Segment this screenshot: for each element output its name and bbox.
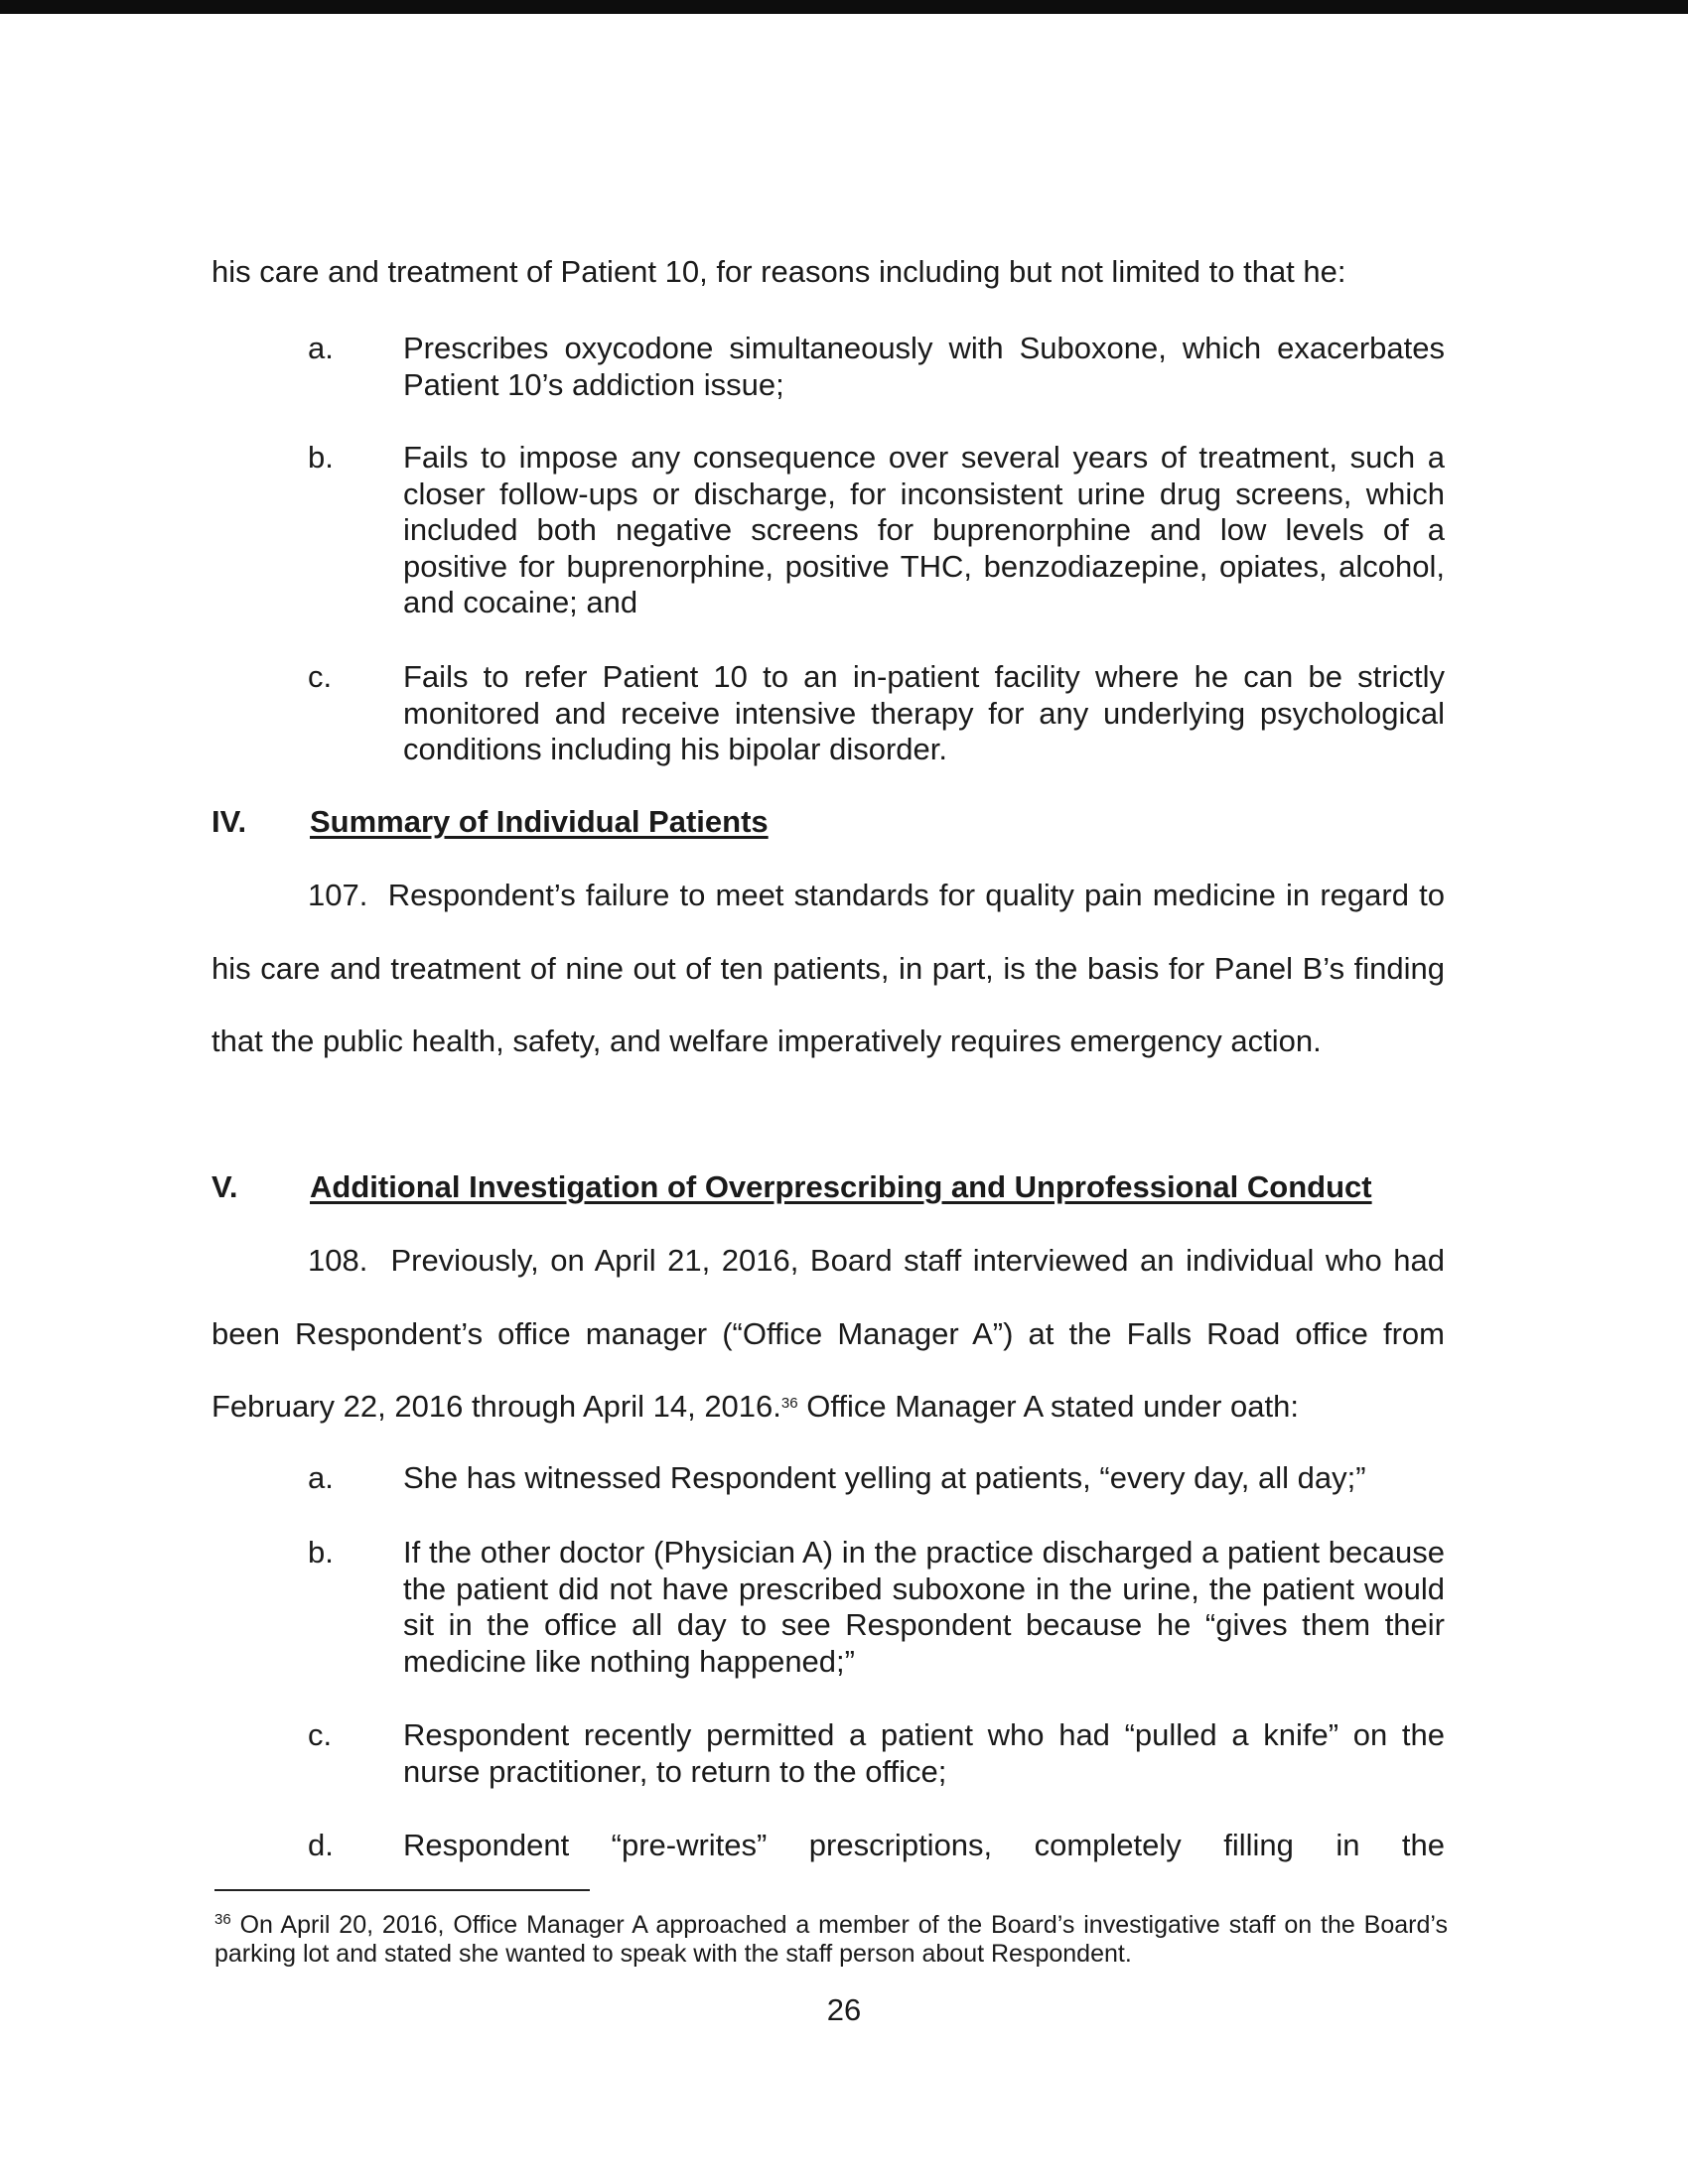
list-item-label: b. — [308, 440, 334, 475]
paragraph-text: Previously, on April 21, 2016, Board staff interviewed an individual who had been Respondent’s office manager (“Office Manager A”) at the Falls Road office from February 22, 2016 through April 14, 2016. — [211, 1243, 1446, 1424]
list-item-label: b. — [308, 1535, 334, 1570]
list-item-label: c. — [308, 659, 333, 694]
list-item-text: If the other doctor (Physician A) in the practice discharged a patient because the patient did not have prescribed suboxone in the urine, the patient would sit in the office all day to see Respondent because he “gives them their medicine like nothing happened;” — [403, 1535, 1445, 1679]
paragraph-text: Respondent’s failure to meet standards for quality pain medicine in regard to his care and treatment of nine out of ten patients, in part, is the basis for Panel B’s finding that the public health, safety, and welfare imperatively requires emergency action. — [211, 878, 1445, 1058]
intro-line: his care and treatment of Patient 10, for reasons including but not limited to that he: — [211, 254, 1346, 289]
paragraph-107 — [211, 859, 1445, 1078]
list-item-text: She has witnessed Respondent yelling at patients, “every day, all day;” — [403, 1460, 1366, 1495]
footnote-text: On April 20, 2016, Office Manager A approached a member of the Board’s investigative staff on the Board’s parking lot and stated she wanted to speak with the staff person about Respondent. — [214, 1911, 1448, 1968]
list-item-label: a. — [308, 331, 334, 365]
list-item-text: Respondent recently permitted a patient who had “pulled a knife” on the nurse practitioner, to return to the office; — [403, 1717, 1445, 1789]
list-item-label: c. — [308, 1717, 333, 1752]
list-item-label: a. — [308, 1460, 334, 1495]
footnote-reference: 36 — [780, 1395, 798, 1412]
section-title: Summary of Individual Patients — [310, 804, 769, 839]
list-item-text: Respondent “pre-writes” prescriptions, completely filling in the — [403, 1828, 1445, 1862]
section-title: Additional Investigation of Overprescribing and Unprofessional Conduct — [310, 1169, 1372, 1204]
list-item-text: Fails to refer Patient 10 to an in-patient facility where he can be strictly monitored and receive intensive therapy for any underlying psychological conditions including his bipolar disorder. — [403, 659, 1445, 766]
list-item-text: Prescribes oxycodone simultaneously with Suboxone, which exacerbates Patient 10’s addiction issue; — [403, 331, 1445, 402]
section-heading-v — [211, 1169, 1372, 1205]
paragraph-number: 108. — [308, 1243, 368, 1278]
section-heading-iv — [211, 804, 769, 840]
list-item-text: Fails to impose any consequence over several years of treatment, such a closer follow-ups or discharge, for inconsistent urine drug screens, which included both negative screens for buprenorphine and low levels of a positive for buprenorphine, positive THC, benzodiazepine, opiates, alcohol, and cocaine; and — [403, 440, 1445, 619]
paragraph-text-continued: Office Manager A stated under oath: — [797, 1389, 1299, 1424]
section-number: V. — [211, 1169, 238, 1204]
page-number: 26 — [826, 1992, 862, 2027]
paragraph-number: 107. — [308, 878, 368, 912]
section-number: IV. — [211, 804, 247, 839]
footnote — [214, 1911, 1448, 1969]
footnote-divider — [214, 1889, 590, 1891]
list-item-label: d. — [308, 1828, 334, 1862]
footnote-number: 36 — [214, 1911, 231, 1928]
paragraph-108 — [211, 1224, 1445, 1443]
